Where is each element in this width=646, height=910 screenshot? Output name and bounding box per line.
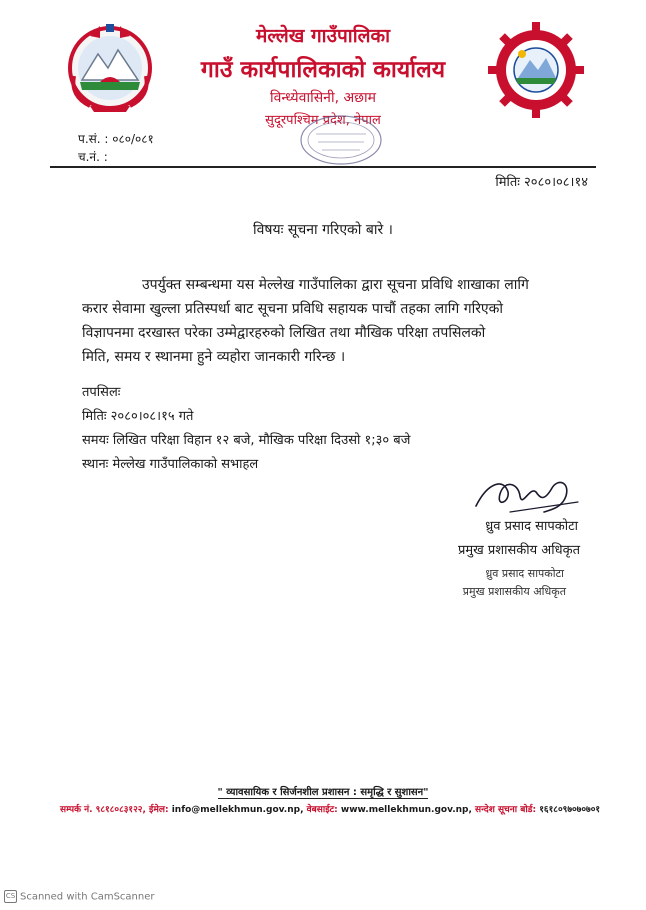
header-divider	[50, 166, 596, 168]
body-line: मिति, समय र स्थानमा हुने व्यहोरा जानकारी गरिन्छ ।	[82, 349, 346, 365]
seal-signatory-name: ध्रुव प्रसाद सापकोटा	[485, 567, 564, 580]
notice-board-label: सन्देश सूचना बोर्ड:	[475, 805, 537, 815]
body-line: उपर्युक्त सम्बन्धमा यस मेल्लेख गाउँपालिका द्वारा सूचना प्रविधि शाखाका लागि	[142, 277, 529, 293]
details-heading: तपसिलः	[82, 385, 121, 400]
signatory-name: ध्रुव प्रसाद सापकोटा	[485, 519, 578, 534]
footer-slogan: " व्यावसायिक र सिर्जनशील प्रशासन : समृद्धि र सुशासन"	[217, 787, 429, 798]
letter-subject: विषयः सूचना गरिएको बारे ।	[252, 222, 393, 238]
municipality-name: मेल्लेख गाउँपालिका	[255, 25, 391, 47]
municipality-logo-icon	[486, 20, 586, 120]
camscanner-icon: CS	[4, 890, 17, 903]
seal-signatory-title: प्रमुख प्रशासकीय अधिकृत	[462, 585, 566, 598]
contact-label: सम्पर्क नं.	[60, 805, 93, 815]
office-province: सुदूरपश्चिम प्रदेश, नेपाल	[265, 113, 381, 128]
signatory-title: प्रमुख प्रशासकीय अधिकृत	[457, 543, 580, 558]
office-location: विन्ध्येवासिनी, अछाम	[270, 90, 376, 106]
office-seal-stamp-icon	[296, 112, 386, 168]
notice-board-number: १६१८०९७०७०७०१	[539, 805, 601, 815]
footer-contact	[60, 802, 600, 815]
body-line: करार सेवामा खुल्ला प्रतिस्पर्धा बाट सूचना प्रविधि सहायक पाचौं तहका लागि गरिएको	[82, 301, 504, 317]
contact-phone: ९८१८०८३१२२,	[95, 805, 146, 815]
handwritten-signature-icon	[470, 472, 582, 518]
scanner-text: Scanned with CamScanner	[20, 891, 155, 903]
office-name: गाउँ कार्यपालिकाको कार्यालय	[200, 57, 446, 83]
email-address: info@mellekhmun.gov.np,	[171, 805, 304, 815]
website-address: www.mellekhmun.gov.np,	[340, 805, 472, 815]
reference-number: प.सं. : ०८०/०८१	[78, 132, 154, 146]
letter-date: मितिः २०८०।०८।१४	[495, 175, 588, 190]
body-line: विज्ञापनमा दरखास्त परेका उम्मेद्वारहरुको लिखित तथा मौखिक परिक्षा तपसिलको	[82, 325, 486, 341]
dispatch-number: च.नं. :	[78, 150, 108, 164]
scanner-badge	[4, 890, 155, 903]
email-label: ईमेल:	[149, 805, 169, 815]
website-label: वेबसाईट:	[306, 805, 338, 815]
exam-venue: स्थानः मेल्लेख गाउँपालिकाको सभाहल	[82, 457, 259, 472]
exam-time: समयः लिखित परिक्षा विहान १२ बजे, मौखिक परिक्षा दिउसो १;३० बजे	[82, 433, 411, 448]
exam-date: मितिः २०८०।०८।१५ गते	[82, 409, 194, 424]
nepal-coat-of-arms-icon	[60, 16, 160, 116]
